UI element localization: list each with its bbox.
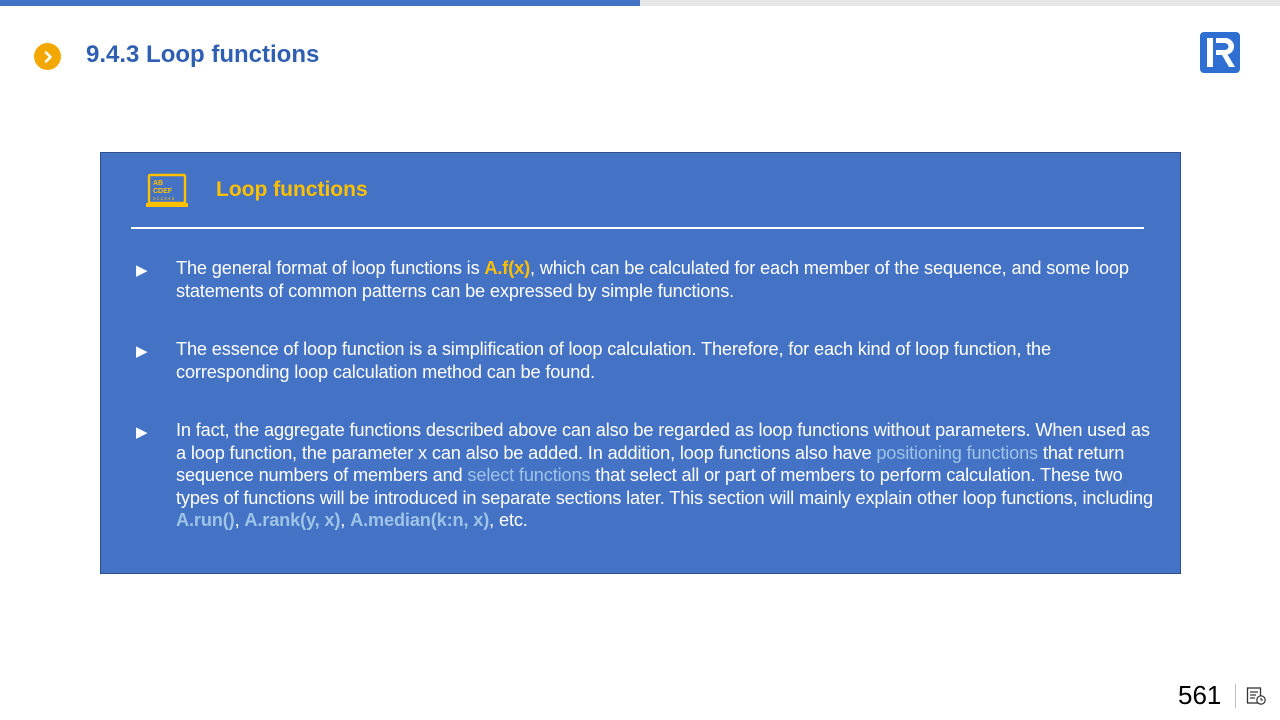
content-panel bbox=[100, 152, 1181, 574]
code-highlight: A.f(x) bbox=[484, 258, 530, 278]
text-span: , etc. bbox=[489, 510, 528, 531]
abacus-board-icon bbox=[145, 173, 189, 211]
chevron-right-icon bbox=[34, 43, 61, 70]
code-highlight: A.run() bbox=[176, 510, 235, 531]
text-span: The general format of loop functions is bbox=[176, 258, 485, 278]
link-select-functions[interactable]: select functions bbox=[467, 465, 591, 486]
panel-divider bbox=[131, 227, 1144, 229]
top-progress-bar bbox=[0, 0, 640, 6]
page-title: 9.4.3 Loop functions bbox=[86, 41, 320, 68]
brand-logo-icon bbox=[1199, 31, 1241, 74]
bullet-arrow-icon: ▶ bbox=[136, 424, 148, 441]
icon-text-digits: 0 1 2 3 4 5 bbox=[153, 196, 175, 201]
text-span: , bbox=[234, 510, 245, 531]
text-span: In fact, the aggregate functions described above can also be regarded as loop functions without parameters. When used as a loop function, the parameter x can also be added. In addition, loop functions also have bbox=[176, 420, 1150, 463]
icon-text-ab: AB bbox=[153, 180, 164, 187]
bullet-text: The essence of loop function is a simplification of loop calculation. Therefore, for each kind of loop function, the corresponding loop calculation method can be found. bbox=[176, 339, 1051, 382]
bullet-text bbox=[176, 419, 1156, 532]
page-number: 561 bbox=[1178, 680, 1222, 710]
slide-notes-icon[interactable] bbox=[1246, 686, 1267, 706]
icon-text-cdef: CDEF bbox=[153, 188, 173, 195]
link-positioning-functions[interactable]: positioning functions bbox=[876, 442, 1039, 463]
footer-divider bbox=[1235, 684, 1236, 708]
text-span: , which can be calculated for each member of the sequence, and some loop statements of common patterns can be expressed by simple functions. bbox=[176, 258, 1129, 301]
code-highlight: A.median(k:n, x) bbox=[350, 510, 490, 531]
text-span: , bbox=[340, 510, 351, 531]
bullet-arrow-icon: ▶ bbox=[136, 343, 148, 360]
code-highlight: A.rank(y, x) bbox=[244, 510, 341, 531]
bullet-text bbox=[176, 257, 1156, 302]
text-span: that select all or part of members to perform calculation. These two types of functions will be introduced in separate sections later. This section will mainly explain other loop functions, including bbox=[176, 465, 1153, 508]
bullet-arrow-icon: ▶ bbox=[136, 262, 148, 279]
text-span: that return sequence numbers of members and bbox=[176, 442, 1125, 486]
panel-title: Loop functions bbox=[216, 178, 368, 201]
